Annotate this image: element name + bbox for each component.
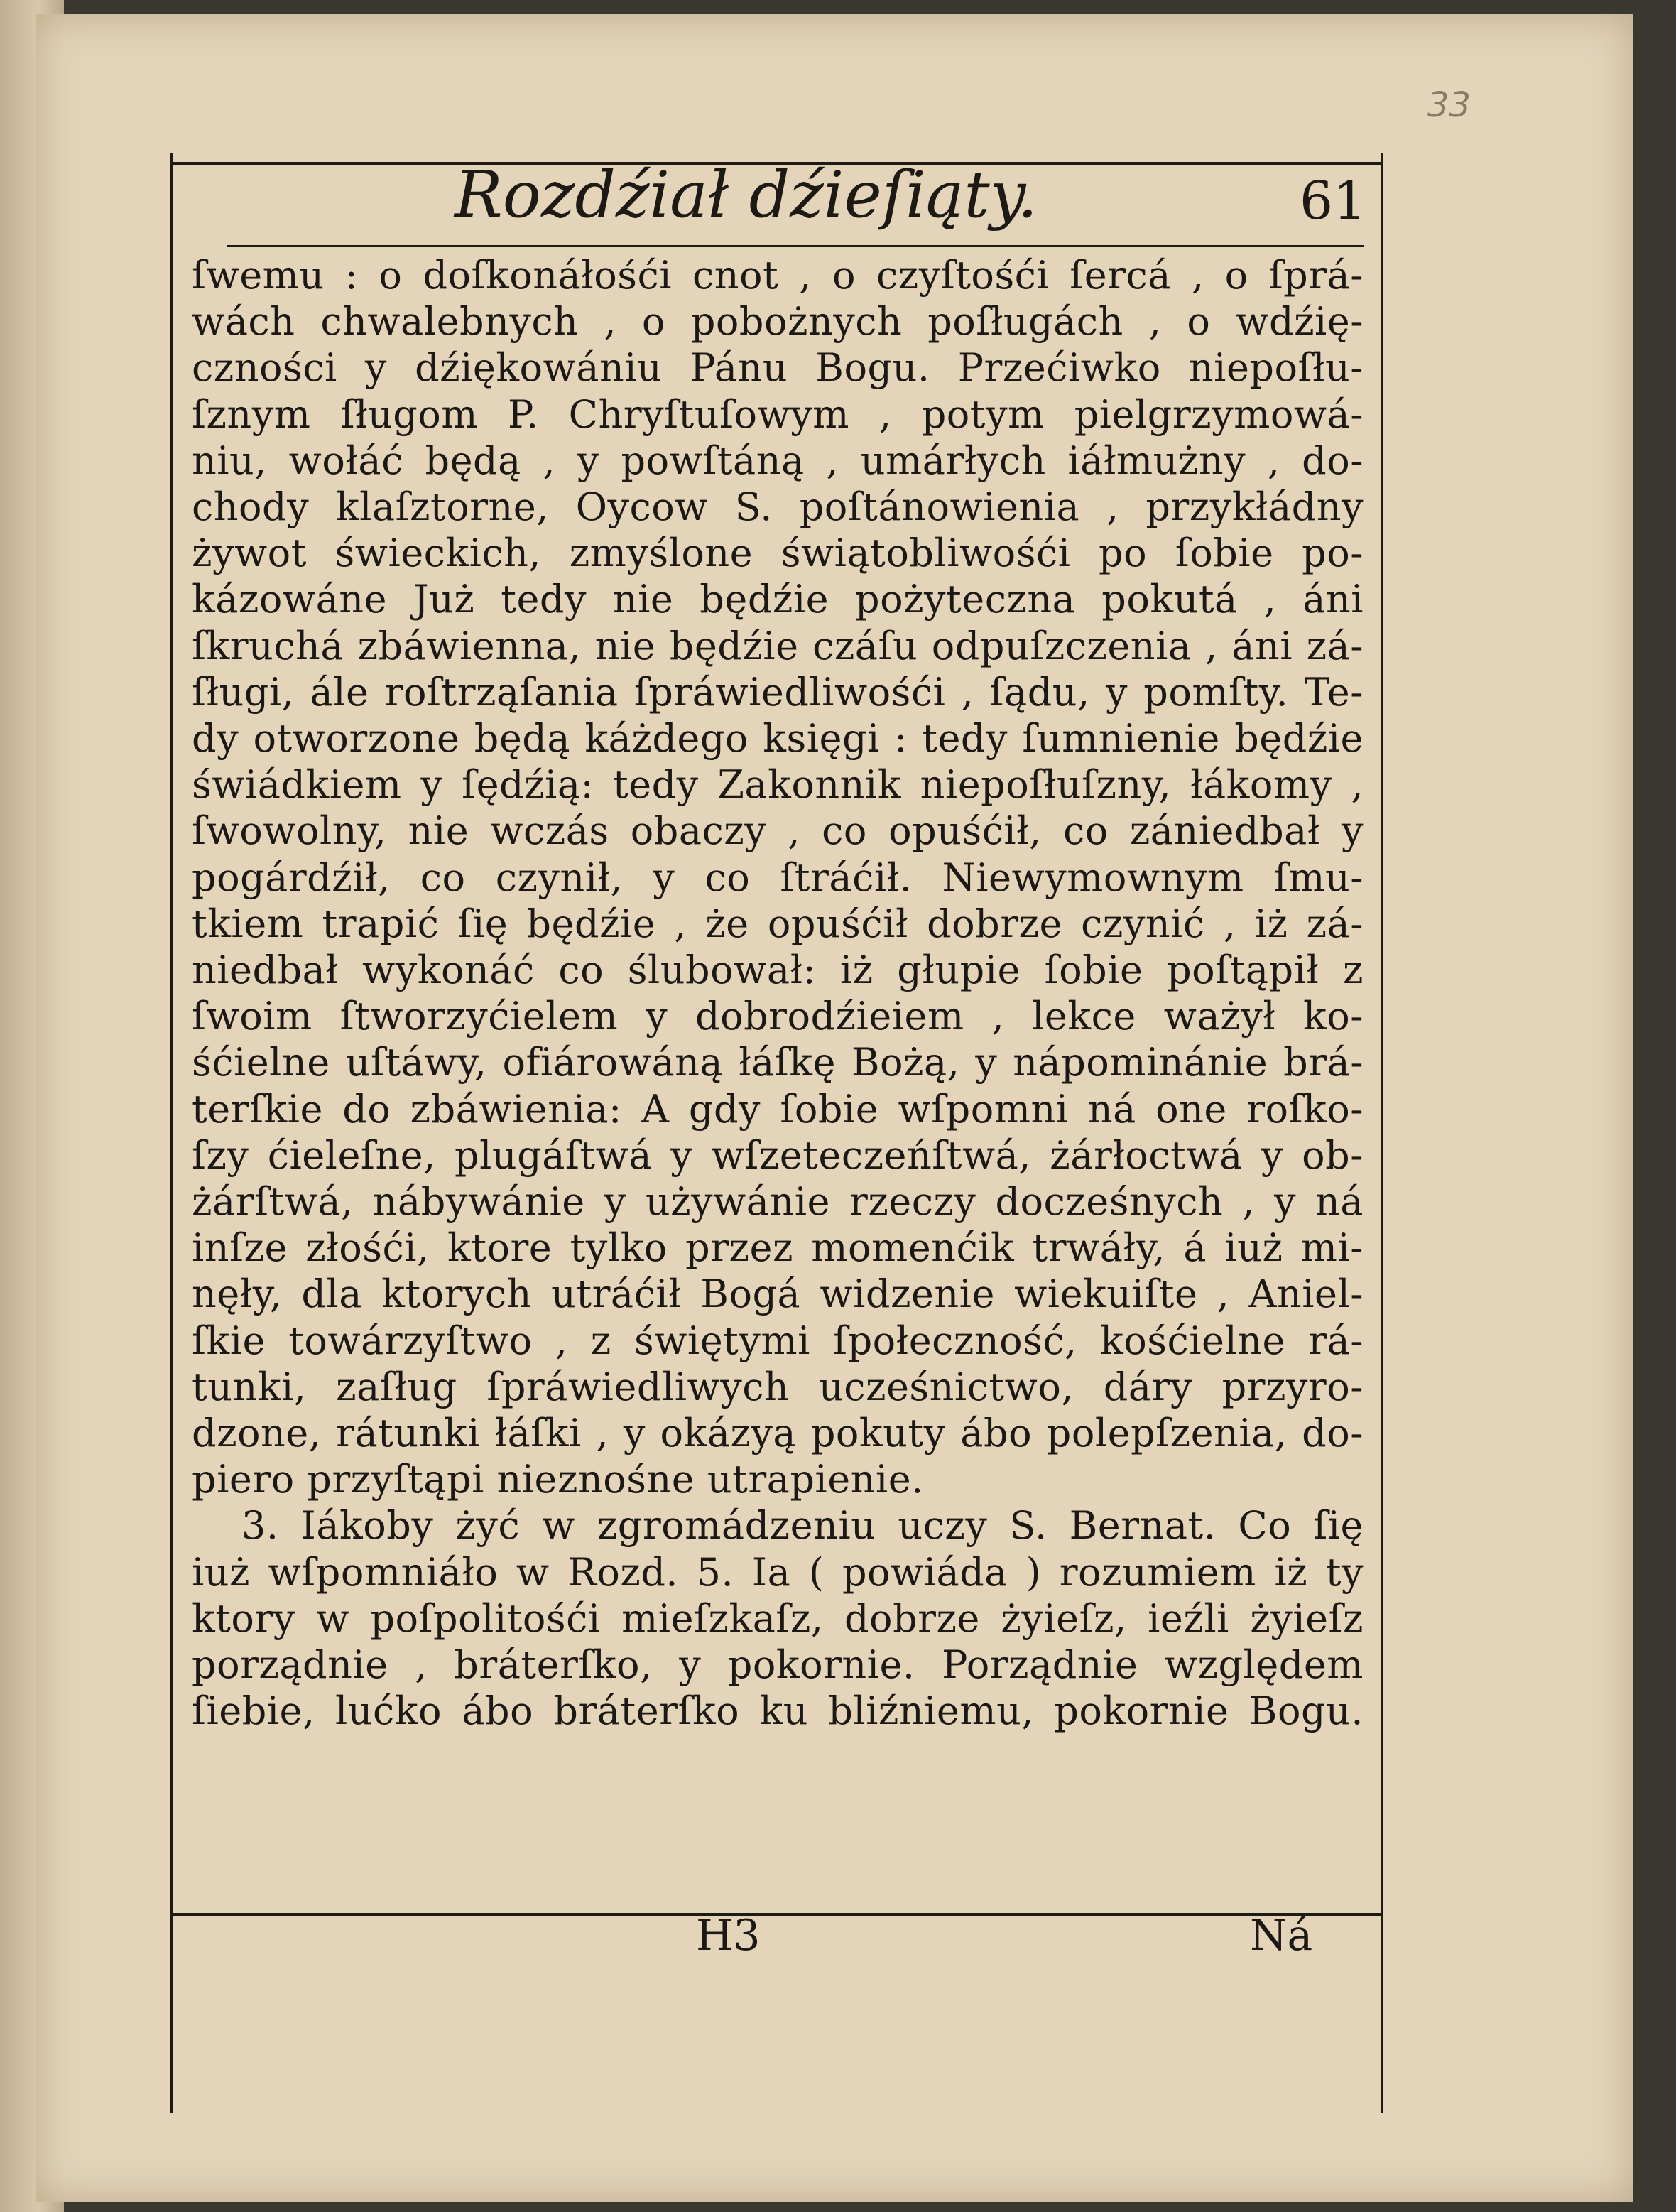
folio-number: 33 (1427, 85, 1471, 125)
catchword: Ná (1250, 1911, 1313, 1961)
text-line: ſkruchá zbáwienna, nie będźie czáſu odpuſzczenia , áni zá- (192, 623, 1364, 668)
text-line: ſkie towárzyſtwo , z świętymi ſpołeczność, kośćielne rá- (192, 1318, 1364, 1363)
text-line: dy otworzone będą káżdego księgi : tedy ſumnienie będźie (192, 716, 1364, 761)
text-line: wách chwalebnych , o pobożnych poſługách , o wdźię- (192, 299, 1364, 345)
text-line: porządnie , bráterſko, y pokornie. Porządnie względem (192, 1642, 1364, 1688)
text-line: ſzy ćieleſne, plugáſtwá y wſzeteczeńſtwá, żárłoctwá y ob- (192, 1132, 1364, 1178)
text-line: terſkie do zbáwienia: A gdy ſobie wſpomni ná one roſko- (192, 1086, 1364, 1132)
text-line: tkiem trapić ſię będźie , że opuśćił dobrze czynić , iż zá- (192, 901, 1364, 946)
text-line: tunki, zaſług ſpráwiedliwych ucześnictwo, dáry przyro- (192, 1364, 1364, 1409)
text-line: ſługi, ále roſtrząſania ſpráwiedliwośći , ſądu, y pomſty. Te- (192, 669, 1364, 715)
bottom-rule (170, 1913, 1381, 1916)
text-line: ktory w poſpolitośći mieſzkaſz, dobrze żyieſz, ieźli żyieſz (192, 1595, 1364, 1641)
text-line: śćielne uſtáwy, ofiárowáną łáſkę Bożą, y nápominánie brá- (192, 1040, 1364, 1085)
text-line: niu, wołáć będą , y powſtáną , umárłych iáłmużny , do- (192, 438, 1364, 483)
text-line: nęły, dla ktorych utráćił Bogá widzenie wiekuiſte , Aniel- (192, 1272, 1364, 1317)
text-line: 3. Iákoby żyć w zgromádzeniu uczy S. Bernat. Co ſię (241, 1503, 1364, 1549)
text-line: iuż wſpomniáło w Rozd. 5. Ia ( powiáda ) rozumiem iż ty (192, 1549, 1364, 1595)
text-line: piero przyſtąpi nieznośne utrapienie. (192, 1457, 924, 1502)
text-line: kázowáne Już tedy nie będźie pożyteczna pokutá , áni (192, 577, 1364, 622)
text-line: dzone, rátunki łáſki , y okázyą pokuty ábo polepſzenia, do- (192, 1411, 1364, 1456)
text-line: czności y dźiękowániu Pánu Bogu. Przećiwko niepoſłu- (192, 345, 1364, 391)
text-line: chody klaſztorne, Oycow S. poſtánowienia , przykłádny (192, 484, 1364, 530)
text-line: żárſtwá, nábywánie y używánie rzeczy docześnych , y ná (192, 1179, 1364, 1225)
text-line: niedbał wykonáć co ślubował: iż głupie ſobie poſtąpił z (192, 948, 1364, 993)
text-line: pogárdźił, co czynił, y co ſtráćił. Niewymownym ſmu- (192, 855, 1364, 900)
text-line: inſze złośći, ktore tylko przez momenćik trwáły, á iuż mi- (192, 1225, 1364, 1271)
text-line: ſznym ſługom P. Chryſtuſowym , potym pielgrzymowá- (192, 391, 1364, 437)
header-rule (227, 245, 1364, 247)
text-line: ſwoim ſtworzyćielem y dobrodźieiem , lekce ważył ko- (192, 994, 1364, 1039)
text-line: ſwemu : o doſkonáłośći cnot , o czyſtośći ſercá , o ſprá- (192, 253, 1364, 298)
text-line: ſwowolny, nie wczás obaczy , co opuśćił, co zániedbał y (192, 808, 1364, 854)
signature-mark: H3 (696, 1911, 761, 1961)
running-title: Rozdźiał dźieſiąty. (455, 158, 1038, 232)
page-number: 61 (1300, 170, 1367, 232)
text-line: ſiebie, lućko ábo bráterſko ku bliźniemu, pokornie Bogu. (192, 1688, 1364, 1734)
text-line: świádkiem y ſędźią: tedy Zakonnik niepoſłuſzny, łákomy , (192, 762, 1364, 808)
text-line: żywot świeckich, zmyślone świątobliwośći po ſobie po- (192, 531, 1364, 576)
body-text (192, 252, 1364, 1735)
